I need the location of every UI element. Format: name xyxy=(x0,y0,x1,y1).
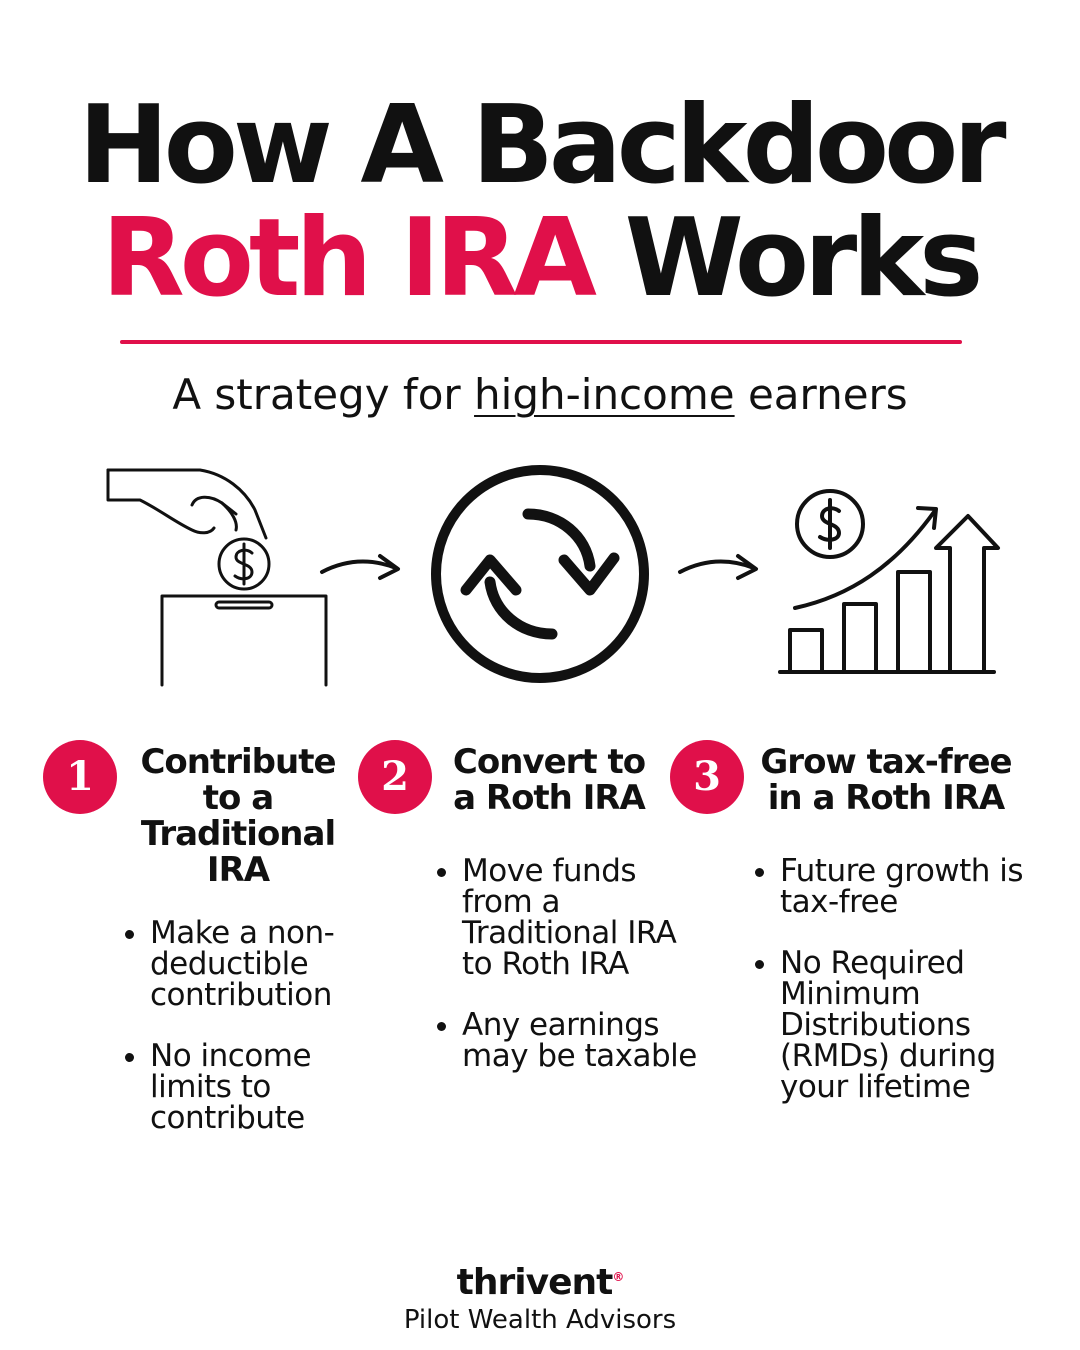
arrow-right-icon xyxy=(322,556,398,578)
list-item: • No Required Minimum Distributions (RMDs) during your lifetime xyxy=(780,948,1050,1103)
subtitle-underlined: high-income xyxy=(474,370,735,419)
title-line-1: How A Backdoor xyxy=(78,83,1002,208)
list-item: • Move funds from a Traditional IRA to Roth IRA xyxy=(462,856,702,980)
list-item: • Future growth is tax-free xyxy=(780,856,1050,918)
brand-name: thrivent xyxy=(456,1262,613,1303)
step-1-bullets xyxy=(118,915,400,1164)
step-1-badge: 1 xyxy=(43,740,117,814)
step-2-title: Convert to a Roth IRA xyxy=(452,742,646,818)
divider-rule xyxy=(120,340,962,344)
firm-name: Pilot Wealth Advisors xyxy=(403,1305,677,1335)
subtitle xyxy=(0,370,1080,419)
list-item: • No income limits to contribute xyxy=(150,1041,400,1134)
list-item: • Make a non-deductible contribution xyxy=(150,918,400,1011)
step-2-bullets xyxy=(430,853,702,1102)
step-3-bullets xyxy=(748,853,1050,1133)
list-item: • Any earnings may be taxable xyxy=(462,1010,702,1072)
step-3-badge: 3 xyxy=(670,740,744,814)
subtitle-after: earners xyxy=(747,370,908,419)
arrow-right-icon xyxy=(680,556,756,578)
hand-coin-deposit-icon xyxy=(108,470,326,685)
brand-logo: thrivent® xyxy=(456,1262,624,1303)
step-1-title: Contribute to a Traditional IRA xyxy=(140,742,336,890)
refresh-cycle-icon xyxy=(436,470,644,678)
subtitle-before: A strategy for xyxy=(172,370,461,419)
title-line-2 xyxy=(0,196,1080,321)
step-3-title: Grow tax-free in a Roth IRA xyxy=(760,742,1012,818)
process-icons xyxy=(0,450,1080,700)
title-accent: Roth IRA xyxy=(101,196,592,321)
title-rest: Works xyxy=(624,196,979,321)
growth-chart-icon xyxy=(780,491,998,672)
step-2-badge: 2 xyxy=(358,740,432,814)
